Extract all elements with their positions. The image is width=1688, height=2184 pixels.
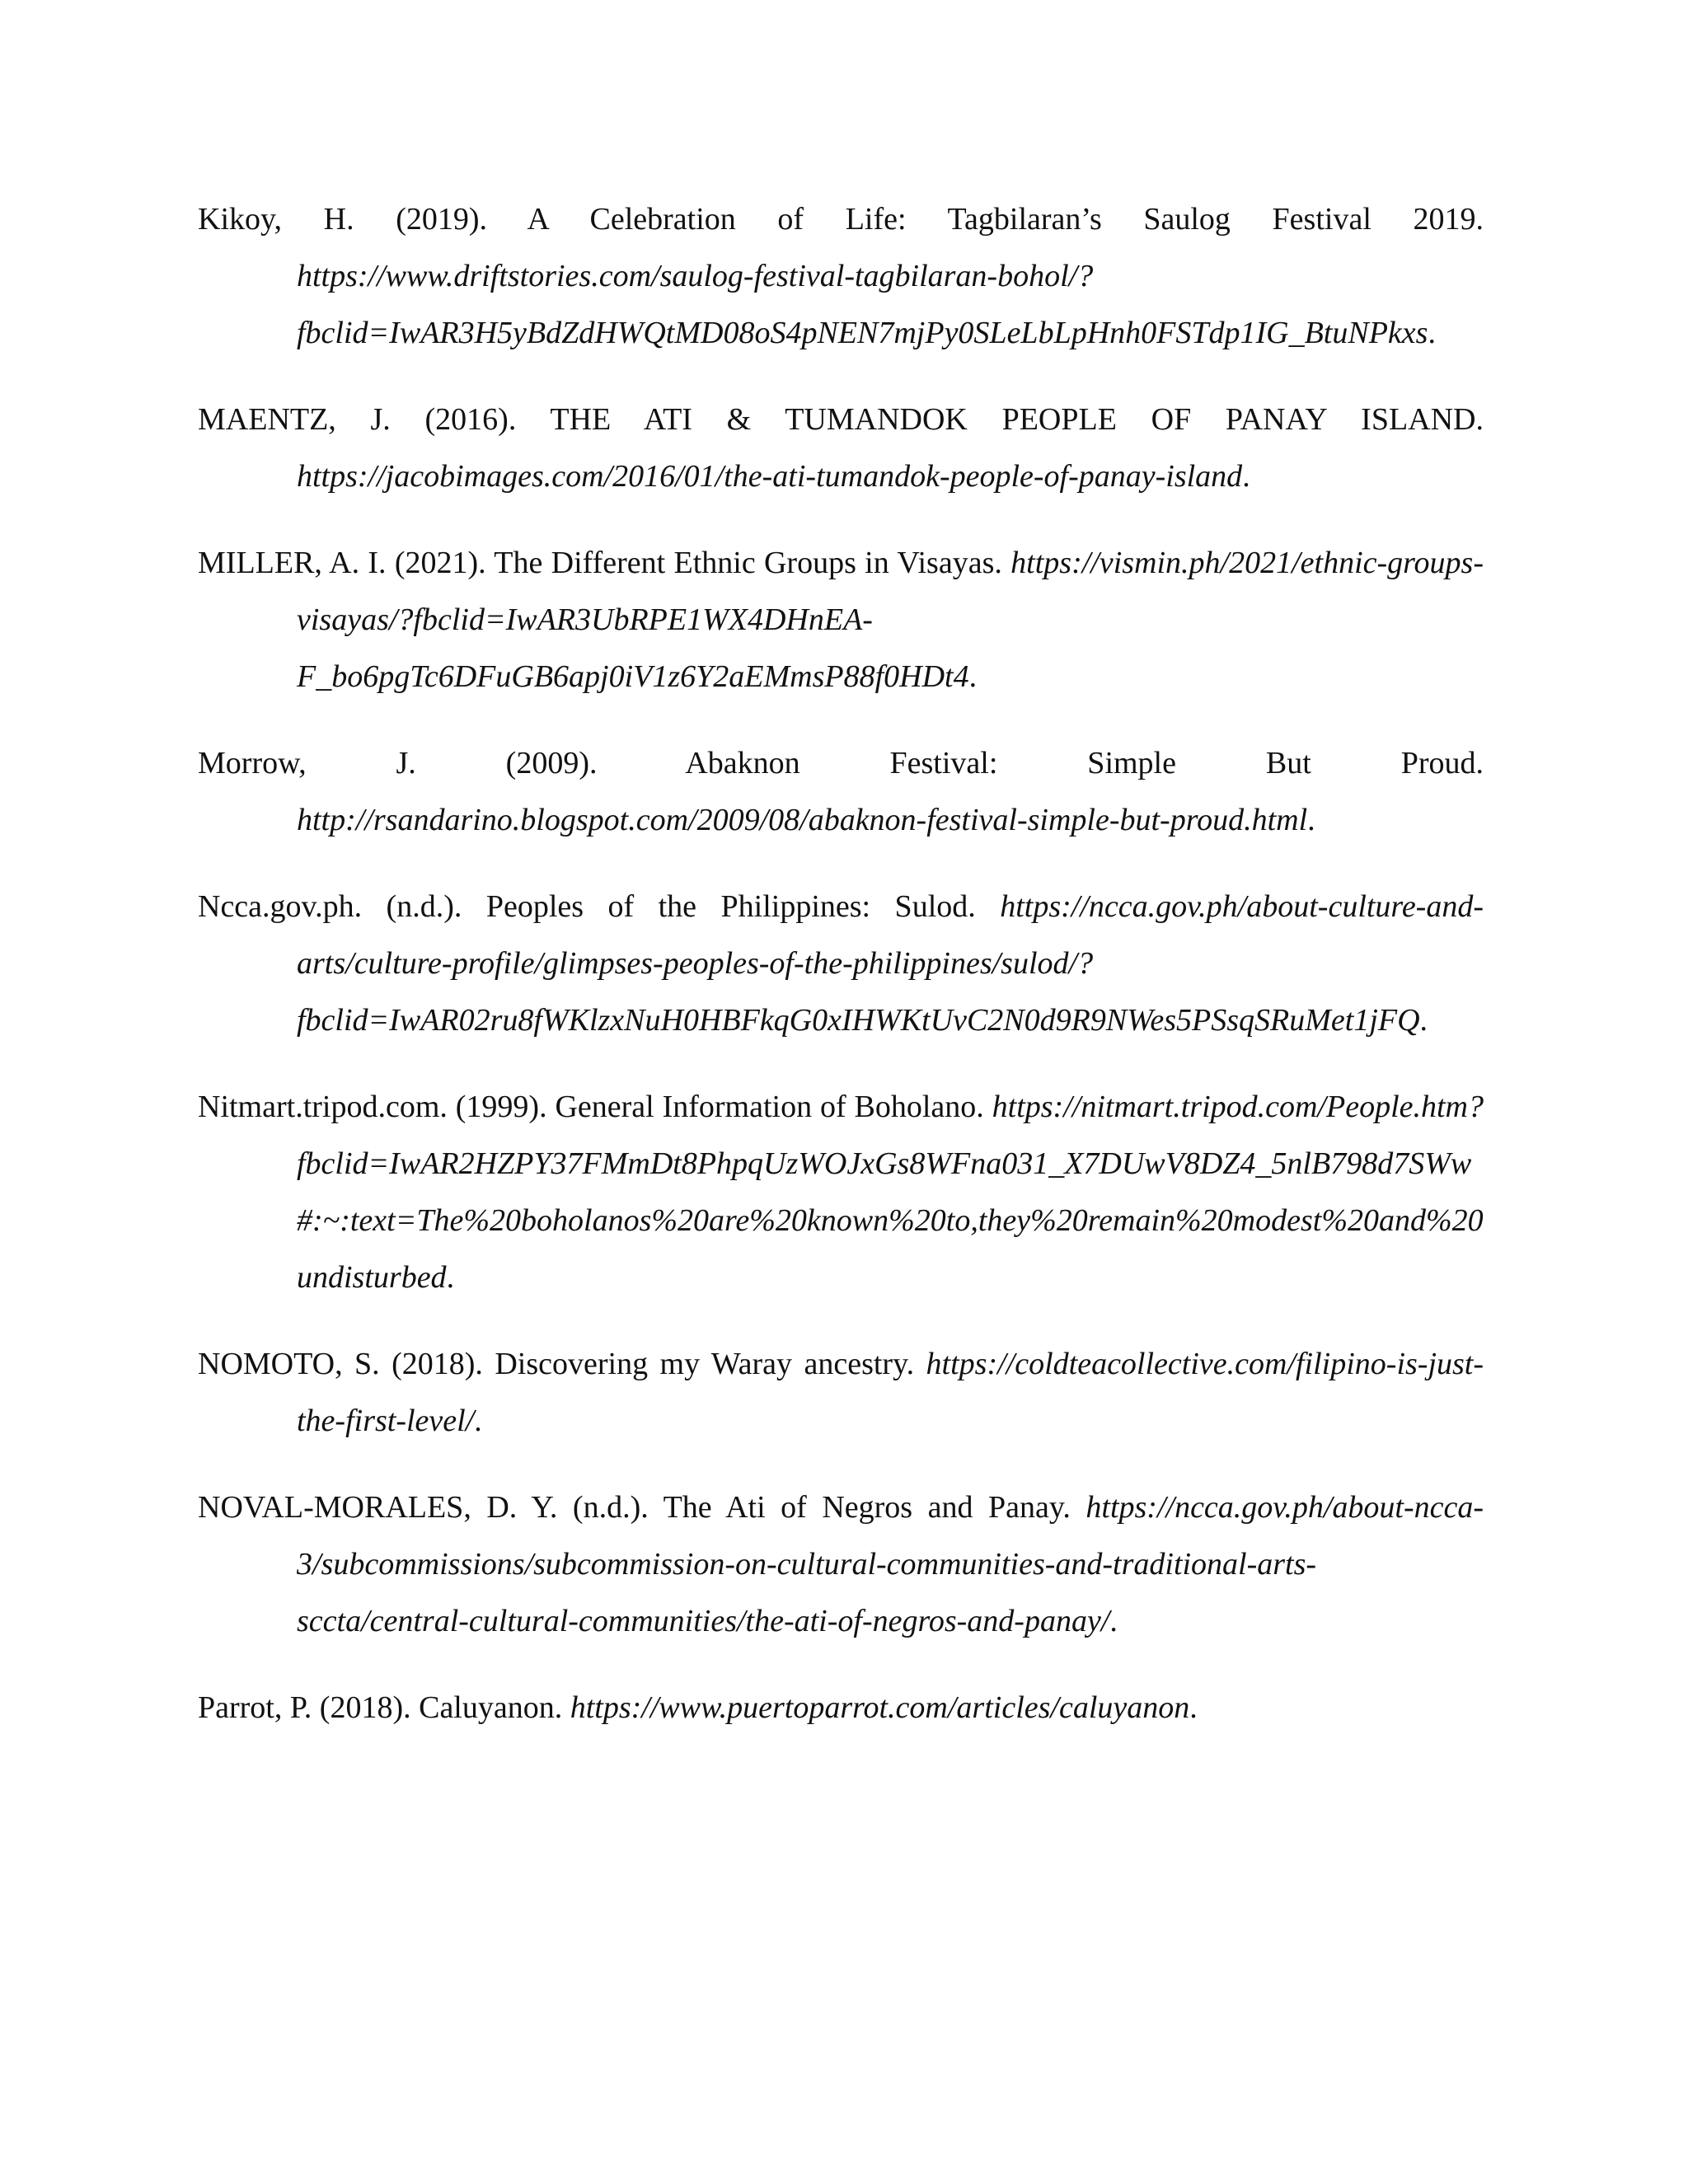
reference-entry	[198, 879, 1484, 1049]
reference-citation: NOVAL-MORALES, D. Y. (n.d.). The Ati of Negros and Panay.	[198, 1490, 1086, 1525]
reference-period: .	[1307, 803, 1315, 837]
reference-entry	[198, 1336, 1484, 1450]
reference-period: .	[1109, 1604, 1118, 1638]
reference-citation: MILLER, A. I. (2021). The Different Ethnic Groups in Visayas.	[198, 546, 1011, 580]
reference-period: .	[1242, 459, 1250, 494]
reference-period: .	[1189, 1690, 1198, 1725]
reference-period: .	[968, 659, 978, 694]
reference-entry	[198, 1479, 1484, 1650]
reference-citation: Ncca.gov.ph. (n.d.). Peoples of the Philippines: Sulod.	[198, 889, 1001, 924]
reference-url[interactable]: http://rsandarino.blogspot.com/2009/08/abaknon-festival-simple-but-proud.html	[297, 803, 1308, 837]
reference-url[interactable]: https://ncca.gov.ph/about-culture-and-arts/culture-profile/glimpses-peoples-of-the-philippines/sulod/?fbclid=IwAR02ru8fWKlzxNuH0HBFkqG0xIHWKtUvC2N0d9R9NWes5PSsqSRuMet1jFQ	[297, 889, 1484, 1038]
reference-url[interactable]: https://coldteacollective.com/filipino-is-just-the-first-level/	[297, 1347, 1484, 1438]
reference-url[interactable]: https://www.driftstories.com/saulog-festival-tagbilaran-bohol/?fbclid=IwAR3H5yBdZdHWQtMD08oS4pNEN7mjPy0SLeLbLpHnh0FSTdp1IG_BtuNPkxs	[297, 259, 1428, 350]
reference-citation: Morrow, J. (2009). Abaknon Festival: Simple But Proud.	[198, 746, 1484, 780]
reference-entry	[198, 191, 1484, 362]
reference-citation: Parrot, P. (2018). Caluyanon.	[198, 1690, 570, 1725]
reference-url[interactable]: https://ncca.gov.ph/about-ncca-3/subcommissions/subcommission-on-cultural-communities-and-traditional-arts-sccta/central-cultural-communities/the-ati-of-negros-and-panay/	[297, 1490, 1484, 1638]
reference-period: .	[1419, 1003, 1428, 1038]
reference-citation: MAENTZ, J. (2016). THE ATI & TUMANDOK PEOPLE OF PANAY ISLAND.	[198, 402, 1484, 437]
reference-entry	[198, 391, 1484, 505]
reference-period: .	[474, 1404, 482, 1438]
reference-url[interactable]: https://vismin.ph/2021/ethnic-groups-visayas/?fbclid=IwAR3UbRPE1WX4DHnEA-F_bo6pgTc6DFuGB6apj0iV1z6Y2aEMmsP88f0HDt4	[297, 546, 1484, 694]
reference-period: .	[446, 1260, 455, 1295]
reference-citation: Nitmart.tripod.com. (1999). General Information of Boholano.	[198, 1090, 992, 1124]
reference-entry	[198, 1079, 1484, 1306]
reference-entry	[198, 735, 1484, 849]
reference-url[interactable]: https://www.puertoparrot.com/articles/caluyanon	[570, 1690, 1190, 1725]
reference-entry	[198, 535, 1484, 705]
reference-url[interactable]: https://jacobimages.com/2016/01/the-ati-tumandok-people-of-panay-island	[297, 459, 1243, 494]
reference-citation: Kikoy, H. (2019). A Celebration of Life: Tagbilaran’s Saulog Festival 2019.	[198, 202, 1484, 237]
reference-url[interactable]: https://nitmart.tripod.com/People.htm?fbclid=IwAR2HZPY37FMmDt8PhpqUzWOJxGs8WFna031_X7DUwV8DZ4_5nlB798d7SWw#:~:text=The%20boholanos%20are%20known%20to,they%20remain%20modest%20and%20undisturbed	[297, 1090, 1484, 1295]
reference-entry	[198, 1680, 1484, 1736]
reference-citation: NOMOTO, S. (2018). Discovering my Waray ancestry.	[198, 1347, 926, 1381]
reference-period: .	[1428, 316, 1436, 350]
reference-list	[198, 191, 1484, 1766]
